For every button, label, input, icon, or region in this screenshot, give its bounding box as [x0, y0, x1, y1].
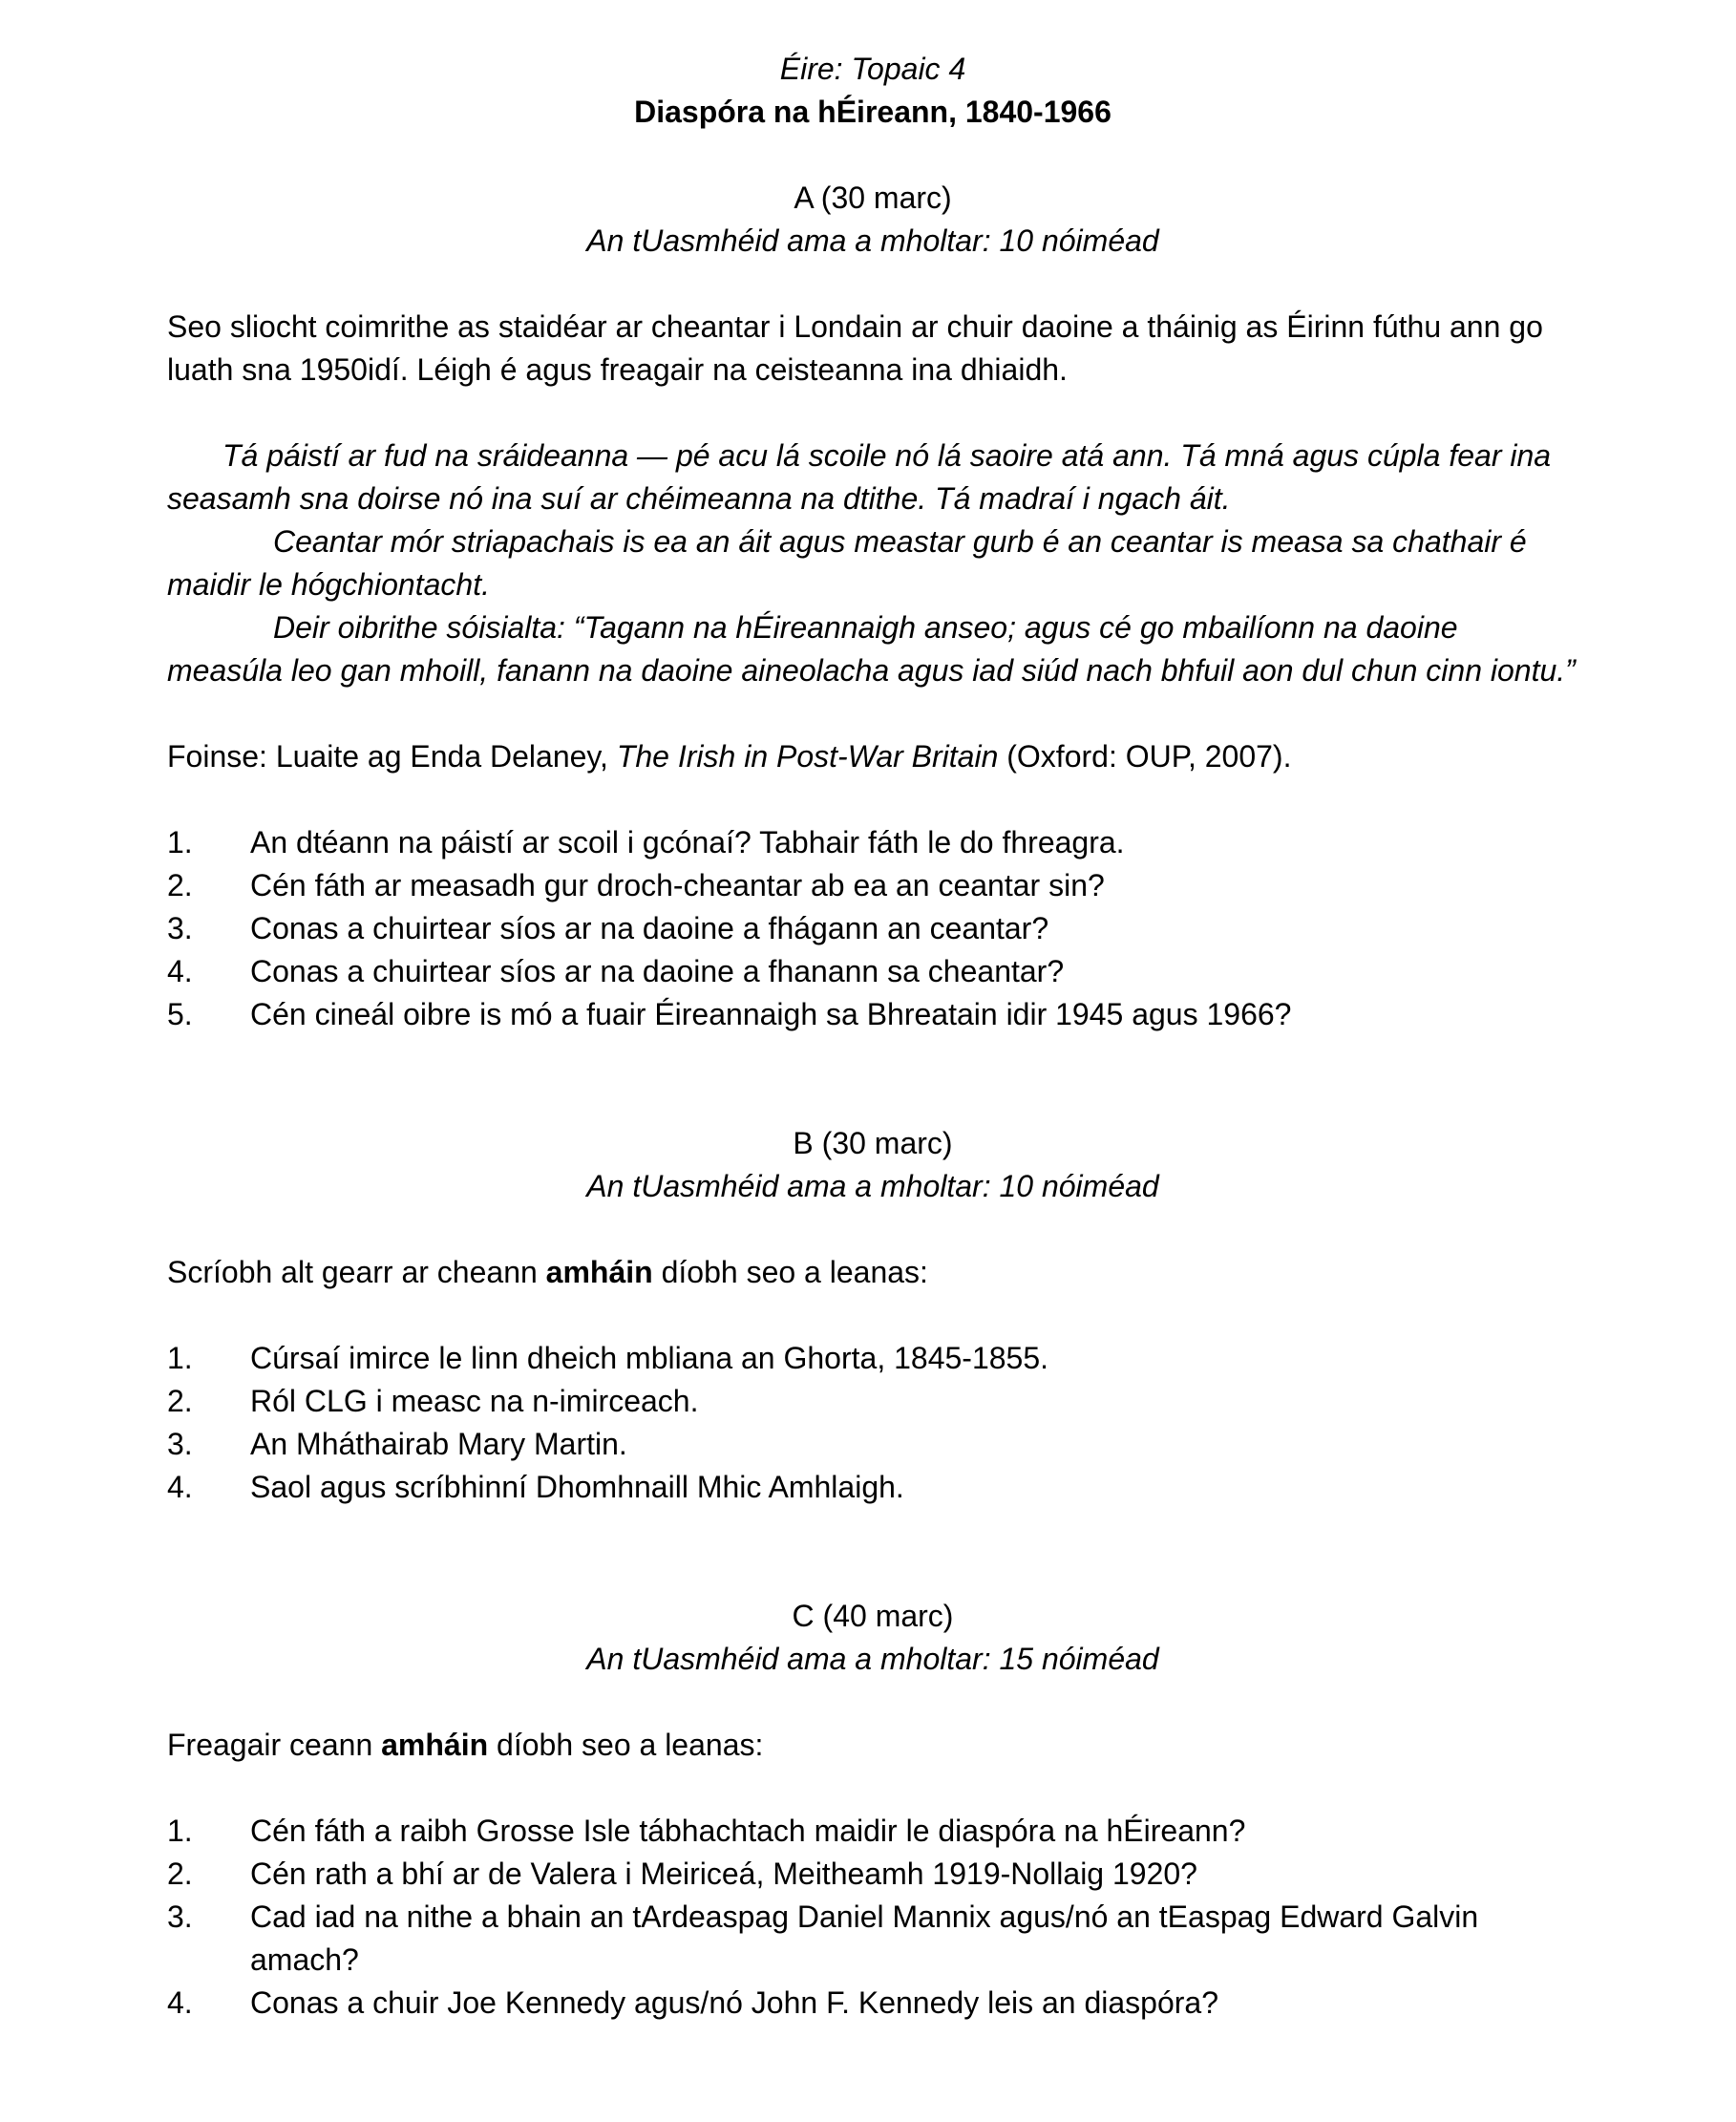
item-number: 3.	[167, 1899, 193, 1934]
list-item	[167, 950, 1578, 993]
list-item	[167, 993, 1578, 1036]
list-item	[167, 1423, 1578, 1466]
item-text: Saol agus scríbhinní Dhomhnaill Mhic Amhlaigh.	[250, 1470, 904, 1504]
item-number: 1.	[167, 825, 193, 859]
item-number: 3.	[167, 1427, 193, 1461]
list-item	[167, 1896, 1578, 1982]
section-c	[167, 1595, 1578, 2025]
section-c-questions	[167, 1810, 1578, 2025]
instruction-text: Freagair ceann	[167, 1728, 382, 1762]
source-book-title: The Irish in Post-War Britain	[616, 739, 999, 774]
section-a-heading: A (30 marc)	[794, 180, 952, 215]
list-item	[167, 1337, 1578, 1380]
item-number: 1.	[167, 1814, 193, 1848]
item-number: 4.	[167, 1985, 193, 2020]
item-number: 1.	[167, 1341, 193, 1375]
section-b-items	[167, 1337, 1578, 1509]
extract-paragraph: Ceantar mór striapachais is ea an áit agus meastar gurb é an ceantar is measa sa chathair é maidir le hógchiontacht.	[167, 524, 1527, 602]
section-c-instruction	[167, 1724, 1578, 1767]
instruction-emphasis: amháin	[545, 1255, 653, 1289]
section-b-time: An tUasmhéid ama a mholtar: 10 nóiméad	[586, 1169, 1159, 1203]
source-citation	[167, 735, 1578, 778]
source-prefix: Foinse: Luaite ag Enda Delaney,	[167, 739, 617, 774]
item-text: Cén fáth ar measadh gur droch-cheantar ab ea an ceantar sin?	[250, 868, 1105, 902]
item-text: Conas a chuirtear síos ar na daoine a fhágann an ceantar?	[250, 911, 1049, 945]
section-b	[167, 1122, 1578, 1509]
section-a-time: An tUasmhéid ama a mholtar: 10 nóiméad	[586, 223, 1159, 258]
item-text: An dtéann na páistí ar scoil i gcónaí? Tabhair fáth le do fhreagra.	[250, 825, 1125, 859]
list-item	[167, 864, 1578, 907]
section-b-instruction	[167, 1251, 1578, 1294]
instruction-text: Scríobh alt gearr ar cheann	[167, 1255, 546, 1289]
instruction-emphasis: amháin	[381, 1728, 489, 1762]
item-number: 2.	[167, 1857, 193, 1891]
instruction-text: díobh seo a leanas:	[488, 1728, 764, 1762]
item-text: Cad iad na nithe a bhain an tArdeaspag Daniel Mannix agus/nó an tEaspag Edward Galvin amach?	[250, 1899, 1479, 1977]
list-item	[167, 821, 1578, 864]
item-text: An Mháthairab Mary Martin.	[250, 1427, 627, 1461]
section-b-heading: B (30 marc)	[793, 1126, 953, 1160]
list-item	[167, 1380, 1578, 1423]
extract-paragraph: Deir oibrithe sóisialta: “Tagann na hÉireannaigh anseo; agus cé go mbailíonn na daoine measúla leo gan mhoill, fanann na daoine aineolacha agus iad siúd nach bhfuil aon dul chun cinn iontu.”	[167, 610, 1576, 688]
item-text: Conas a chuirtear síos ar na daoine a fhanann sa cheantar?	[250, 954, 1065, 988]
extract-paragraph: Tá páistí ar fud na sráideanna — pé acu lá scoile nó lá saoire atá ann. Tá mná agus cúpla fear ina seasamh sna doirse nó ina suí ar chéimeanna na dtithe. Tá madraí i ngach áit.	[167, 438, 1552, 516]
item-number: 2.	[167, 868, 193, 902]
section-a	[167, 177, 1578, 1036]
item-text: Cúrsaí imirce le linn dheich mbliana an Ghorta, 1845-1855.	[250, 1341, 1049, 1375]
list-item	[167, 1466, 1578, 1509]
item-text: Conas a chuir Joe Kennedy agus/nó John F. Kennedy leis an diaspóra?	[250, 1985, 1219, 2020]
section-a-questions	[167, 821, 1578, 1036]
source-suffix: (Oxford: OUP, 2007).	[998, 739, 1292, 774]
item-number: 3.	[167, 911, 193, 945]
item-number: 5.	[167, 997, 193, 1031]
item-number: 2.	[167, 1384, 193, 1418]
list-item	[167, 907, 1578, 950]
list-item	[167, 1810, 1578, 1853]
topic-label: Éire: Topaic 4	[779, 52, 966, 86]
item-text: Cén fáth a raibh Grosse Isle tábhachtach maidir le diaspóra na hÉireann?	[250, 1814, 1246, 1848]
item-text: Cén rath a bhí ar de Valera i Meiriceá, Meitheamh 1919-Nollaig 1920?	[250, 1857, 1197, 1891]
list-item	[167, 1982, 1578, 2025]
item-number: 4.	[167, 1470, 193, 1504]
source-extract	[167, 435, 1578, 692]
instruction-text: díobh seo a leanas:	[652, 1255, 928, 1289]
page-title: Diaspóra na hÉireann, 1840-1966	[634, 95, 1111, 129]
item-text: Cén cineál oibre is mó a fuair Éireannaigh sa Bhreatain idir 1945 agus 1966?	[250, 997, 1292, 1031]
list-item	[167, 1853, 1578, 1896]
section-a-intro: Seo sliocht coimrithe as staidéar ar cheantar i Londain ar chuir daoine a tháinig as Éirinn fúthu ann go luath sna 1950idí. Léigh é agus freagair na ceisteanna ina dhiaidh.	[167, 309, 1543, 387]
item-text: Ról CLG i measc na n-imirceach.	[250, 1384, 699, 1418]
item-number: 4.	[167, 954, 193, 988]
section-c-heading: C (40 marc)	[792, 1599, 954, 1633]
section-c-time: An tUasmhéid ama a mholtar: 15 nóiméad	[586, 1642, 1159, 1676]
